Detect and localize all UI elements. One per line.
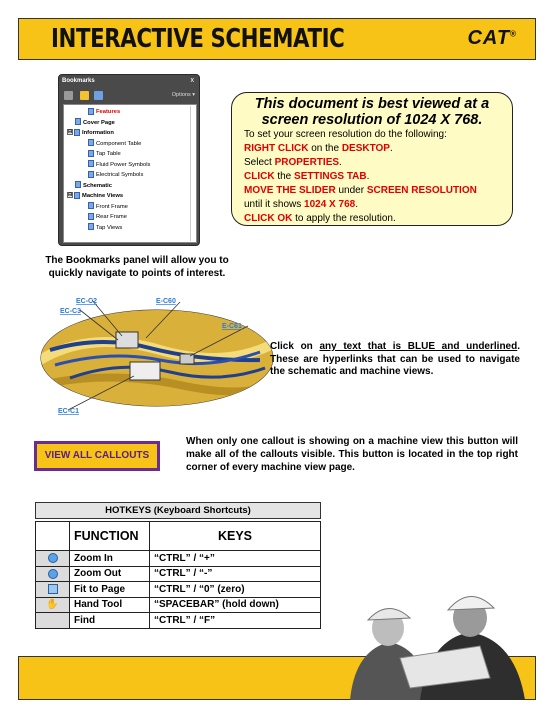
keys-cell: “SPACEBAR” (hold down) [150,597,321,613]
table-header-row [36,522,321,551]
bookmark-icon [88,213,94,220]
bookmarks-list [63,104,197,243]
table-row [36,551,321,567]
view-all-callouts-button[interactable]: VIEW ALL CALLOUTS [34,441,160,471]
function-cell: Find [70,613,150,629]
bookmark-item[interactable] [67,212,196,223]
callout-label: E-C61 [222,323,242,330]
resolution-step: Select PROPERTIES. [244,157,342,168]
bookmark-item[interactable] [67,107,196,118]
resolution-intro: To set your screen resolution do the following: [244,129,447,140]
hotkeys-table [35,521,321,629]
bookmark-icon [88,108,94,115]
cat-logo [467,27,517,50]
bookmark-item[interactable] [67,118,196,129]
bookmark-item[interactable] [67,191,196,202]
resolution-heading: This document is best viewed at a screen resolution of 1024 X 768. [254,96,490,128]
bookmarks-title: Bookmarks [62,78,95,84]
zoom-out-icon [48,569,58,579]
bookmarks-caption: The Bookmarks panel will allow you to quickly navigate to points of interest. [45,255,229,279]
engineers-photo [330,580,530,700]
bookmark-item[interactable] [67,149,196,160]
cat-logo-text: CAT [467,27,511,49]
page-title: INTERACTIVE SCHEMATIC [51,24,345,54]
bookmark-icon [88,139,94,146]
table-row [36,597,321,613]
bookmarks-panel [58,74,200,246]
bookmark-item[interactable] [67,160,196,171]
table-row [36,613,321,629]
header-banner [18,18,536,60]
bookmark-label: Schematic [83,182,112,189]
fit-page-icon [48,584,58,594]
header-icon-cell [36,522,70,551]
hyperlink-example: any text that is BLUE and underlined [319,341,518,352]
column-header-keys: KEYS [150,522,321,551]
table-row [36,582,321,598]
table-row [36,566,321,582]
bookmark-label: Rear Frame [96,214,127,220]
connector-block [180,354,194,364]
bookmark-item[interactable] [67,128,196,139]
bookmark-icon [88,202,94,209]
bookmark-label: Fluid Power Symbols [96,161,151,168]
bookmark-label: Information [82,130,114,136]
bookmarks-toolbar [59,88,199,102]
bookmark-icon [88,223,94,230]
bookmark-icon [88,150,94,157]
resolution-step: CLICK OK to apply the resolution. [244,213,396,224]
callout-label: EC-C3 [60,308,82,315]
callout-label: E-C60 [156,298,176,305]
bookmark-item[interactable] [67,223,196,234]
bookmark-label: Features [96,109,121,115]
bookmark-item[interactable] [67,202,196,213]
bookmark-icon [88,160,94,167]
hyperlink-instructions: Click on any text that is BLUE and underlined. These are hyperlinks that can be used to navigate the schematic and machine views. [270,341,520,377]
options-menu[interactable]: Options ▾ [171,92,195,98]
registered-mark: ® [510,29,517,39]
function-cell: Hand Tool [70,597,150,613]
bookmark-label: Front Frame [96,203,128,210]
bookmark-label: Cover Page [83,119,115,126]
bookmark-icon [74,129,80,136]
resolution-step: RIGHT CLICK on the DESKTOP. [244,143,393,154]
bookmark-item[interactable] [67,139,196,150]
close-icon[interactable]: x [190,77,194,84]
bookmark-properties-icon[interactable] [94,91,103,100]
hand-tool-icon: ✋ [46,599,59,611]
resolution-step: CLICK the SETTINGS TAB. [244,171,370,182]
function-cell: Zoom In [70,551,150,567]
column-header-function: FUNCTION [70,522,150,551]
resolution-step: MOVE THE SLIDER under SCREEN RESOLUTION [244,185,477,196]
keys-cell: “CTRL” / “F” [150,613,321,629]
function-cell: Zoom Out [70,566,150,582]
callout-label: EC-C2 [76,298,98,305]
bookmark-label: Tap Views [96,224,123,231]
bookmark-item[interactable] [67,170,196,181]
keys-cell: “CTRL” / “0” (zero) [150,582,321,598]
bookmark-icon [75,118,81,125]
resolution-note [231,92,513,226]
bookmark-item[interactable] [67,181,196,192]
resolution-step: until it shows 1024 X 768. [244,199,358,210]
scrollbar[interactable] [190,106,195,241]
callout-label: EC-C1 [58,408,80,415]
connector-block [116,332,138,348]
bookmark-label: Electrical Symbols [96,172,144,178]
bookmark-label: Machine Views [82,193,124,199]
bookmark-label: Component Table [96,140,142,147]
new-bookmark-icon[interactable] [80,91,89,100]
bookmark-icon [75,181,81,188]
hotkeys-title: HOTKEYS (Keyboard Shortcuts) [35,502,321,519]
empty-icon-cell [36,613,70,629]
bookmark-icon [88,171,94,178]
collapse-icon[interactable]: ⊟ [68,192,73,199]
bookmark-label: Tap Table [96,151,121,157]
zoom-in-icon [48,553,58,563]
connector-block [130,362,160,380]
keys-cell: “CTRL” / “+” [150,551,321,567]
view-all-description: When only one callout is showing on a machine view this button will make all of the callouts visible. This button is located in the top right corner of every machine view page. [186,436,518,473]
collapse-icon[interactable]: ⊟ [68,129,73,136]
bookmark-icon [74,192,80,199]
keys-cell: “CTRL” / “-” [150,566,321,582]
delete-bookmark-icon[interactable] [64,91,73,100]
machine-diagram [30,290,280,418]
function-cell: Fit to Page [70,582,150,598]
